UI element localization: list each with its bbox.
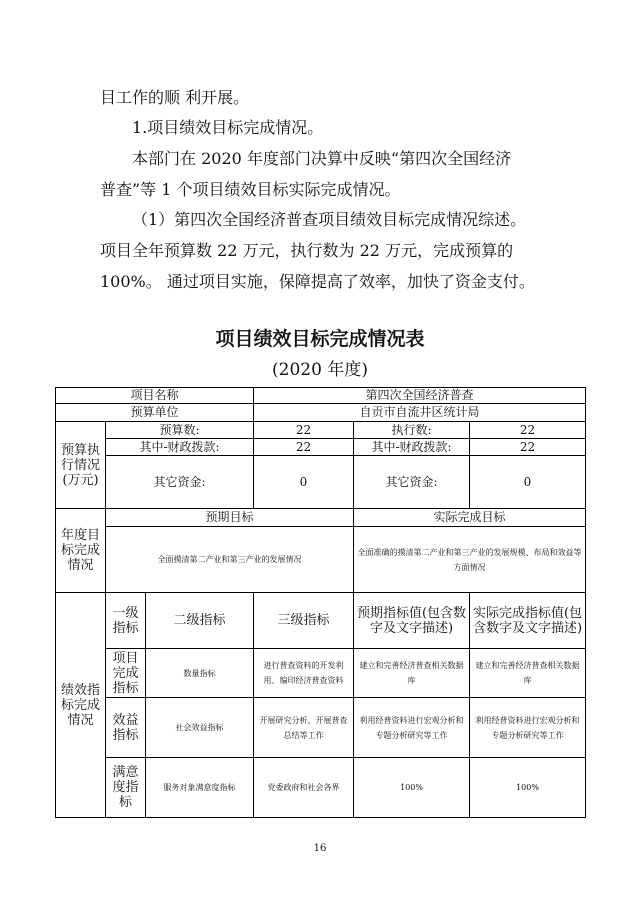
fiscal-label: 其中-财政拨款: (106, 439, 254, 456)
exec-value: 22 (470, 422, 586, 439)
budget-label: 预算数: (106, 422, 254, 439)
table-row (56, 758, 586, 818)
indicator-actual: 利用经普资料进行宏观分析和专题分析研究等工作 (470, 698, 586, 758)
unit-value: 自贡市自流井区统计局 (254, 404, 586, 422)
table-row (56, 404, 586, 422)
exec-label: 执行数: (354, 422, 470, 439)
actual-goal-header: 实际完成目标 (354, 509, 586, 527)
paragraph-line: 100%。 通过项目实施，保障提高了效率，加快了资金支付。 (100, 272, 535, 291)
paragraph-line: 目工作的顺 利开展。 (100, 88, 250, 107)
col-actual-value-header: 实际完成指标值(包含数字及文字描述) (470, 593, 586, 649)
indicator-level1: 效益指标 (106, 698, 146, 758)
performance-table (55, 387, 586, 818)
paragraph-line: 普查”等 1 个项目绩效目标实际完成情况。 (100, 180, 401, 199)
other-exec-label: 其它资金: (354, 456, 470, 509)
indicator-level2: 社会效益指标 (146, 698, 254, 758)
indicator-level1: 项目完成指标 (106, 649, 146, 698)
table-row (56, 456, 586, 509)
other-exec-value: 0 (470, 456, 586, 509)
fiscal-exec-label: 其中-财政拨款: (354, 439, 470, 456)
indicator-level3: 开展研究分析、开展普查总结等工作 (254, 698, 354, 758)
budget-value: 22 (254, 422, 354, 439)
indicator-level2: 服务对象满意度指标 (146, 758, 254, 818)
table-row (56, 698, 586, 758)
indicator-level1: 满意度指标 (106, 758, 146, 818)
expected-goal-text: 全面摸清第二产业和第三产业的发展情况 (106, 527, 354, 593)
indicator-expected: 100% (354, 758, 470, 818)
indicator-actual: 100% (470, 758, 586, 818)
col-expected-value-header: 预期指标值(包含数字及文字描述) (354, 593, 470, 649)
project-name-value: 第四次全国经济普查 (254, 388, 586, 404)
paragraph-line: 本部门在 2020 年度部门决算中反映“第四次全国经济 (132, 149, 512, 168)
table-row (56, 388, 586, 404)
project-name-label: 项目名称 (56, 388, 254, 404)
indicator-expected: 利用经普资料进行宏观分析和专题分析研究等工作 (354, 698, 470, 758)
annual-goal-label: 年度目标完成情况 (56, 509, 106, 593)
table-row (56, 649, 586, 698)
indicator-level2: 数量指标 (146, 649, 254, 698)
indicator-expected: 建立和完善经济普查相关数据库 (354, 649, 470, 698)
indicator-section-label: 绩效指标完成情况 (56, 593, 106, 818)
paragraph-line: 1.项目绩效目标完成情况。 (132, 118, 324, 137)
col-level1-header: 一级指标 (106, 593, 146, 649)
other-budget-value: 0 (254, 456, 354, 509)
table-row (56, 439, 586, 456)
budget-exec-label: 预算执行情况(万元) (56, 422, 106, 509)
fiscal-exec-value: 22 (470, 439, 586, 456)
table-row (56, 422, 586, 439)
indicator-level3: 进行普查资料的开发利用、编印经济普查资料 (254, 649, 354, 698)
table-row (56, 527, 586, 593)
col-level3-header: 三级指标 (254, 593, 354, 649)
paragraph-line: 项目全年预算数 22 万元，执行数为 22 万元，完成预算的 (100, 241, 514, 260)
table-row (56, 509, 586, 527)
actual-goal-text: 全面准确的摸清第二产业和第三产业的发展规模、布局和效益等方面情况 (354, 527, 586, 593)
indicator-level3: 党委政府和社会各界 (254, 758, 354, 818)
paragraph-line: （1）第四次全国经济普查项目绩效目标完成情况综述。 (132, 210, 527, 229)
expected-goal-header: 预期目标 (106, 509, 354, 527)
table-subtitle: (2020 年度) (272, 360, 368, 380)
unit-label: 预算单位 (56, 404, 254, 422)
other-funds-label: 其它资金: (106, 456, 254, 509)
table-title: 项目绩效目标完成情况表 (215, 328, 425, 350)
col-level2-header: 二级指标 (146, 593, 254, 649)
indicator-actual: 建立和完善经济普查相关数据库 (470, 649, 586, 698)
table-row (56, 593, 586, 649)
fiscal-budget-value: 22 (254, 439, 354, 456)
page-number: 16 (313, 843, 327, 854)
